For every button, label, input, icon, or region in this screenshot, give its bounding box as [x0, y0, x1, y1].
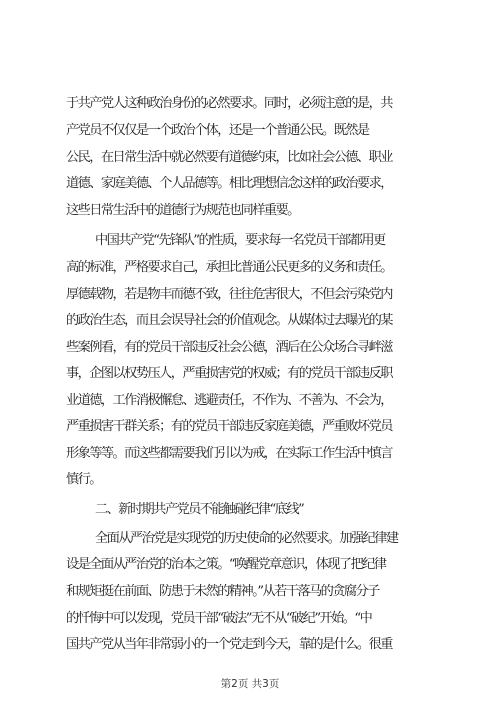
paragraph-line: 于共产党人这种政治身份的必然要求。同时，必须注意的是，共	[66, 96, 392, 111]
section-heading: 二、新时期共产党员不能触碰纪律“底线”	[95, 502, 304, 517]
paragraph-line: 这些日常生活中的道德行为规范也同样重要。	[66, 203, 299, 218]
paragraph-line: 高的标准，严格要求自己，承担比普通公民更多的义务和责任。	[66, 260, 392, 275]
paragraph-line: 些案例看，有的党员干部违反社会公德，酒后在公众场合寻衅滋	[66, 340, 392, 355]
paragraph-line: 的忏悔中可以发现，党员干部“破法”无不从“破纪”开始。“中	[66, 611, 372, 626]
page-number: 第2页 共3页	[220, 678, 280, 690]
paragraph-line: 的政治生态，而且会误导社会的价值观念。从媒体过去曝光的某	[66, 313, 392, 328]
paragraph-line: 公民，在日常生活中就必然要有道德约束，比如社会公德、职业	[66, 150, 392, 165]
paragraph-line: 严重损害干群关系；有的党员干部违反家庭美德，严重败坏党员	[66, 419, 392, 434]
paragraph-line: 事，企图以权势压人，严重损害党的权威；有的党员干部违反职	[66, 366, 392, 381]
paragraph-line: 设是全面从严治党的治本之策。“唤醒党章意识，体现了把纪律	[66, 557, 386, 572]
paragraph-line: 产党员不仅仅是一个政治个体，还是一个普通公民。既然是	[66, 123, 369, 138]
paragraph-line: 业道德，工作消极懈怠、逃避责任，不作为、不善为、不会为，	[66, 393, 392, 408]
paragraph-line: 和规矩挺在前面、防患于未然的精神。”从若干落马的贪腐分子	[66, 584, 379, 599]
paragraph-line: 慎行。	[66, 472, 101, 487]
paragraph-line: 国共产党从当年非常弱小的一个党走到今天，靠的是什么。很重	[66, 637, 392, 652]
paragraph-line: 全面从严治党是实现党的历史使命的必然要求。加强纪律建	[95, 531, 398, 546]
paragraph-line: 形象等等。而这些都需要我们引以为戒，在实际工作生活中慎言	[66, 446, 392, 461]
paragraph-line: 中国共产党“先锋队”的性质，要求每一名党员干部都用更	[95, 233, 385, 248]
paragraph-line: 厚德载物，若是物丰而德不致，往往危害很大，不但会污染党内	[66, 287, 392, 302]
paragraph-line: 道德、家庭美德、个人品德等。相比理想信念这样的政治要求，	[66, 176, 392, 191]
